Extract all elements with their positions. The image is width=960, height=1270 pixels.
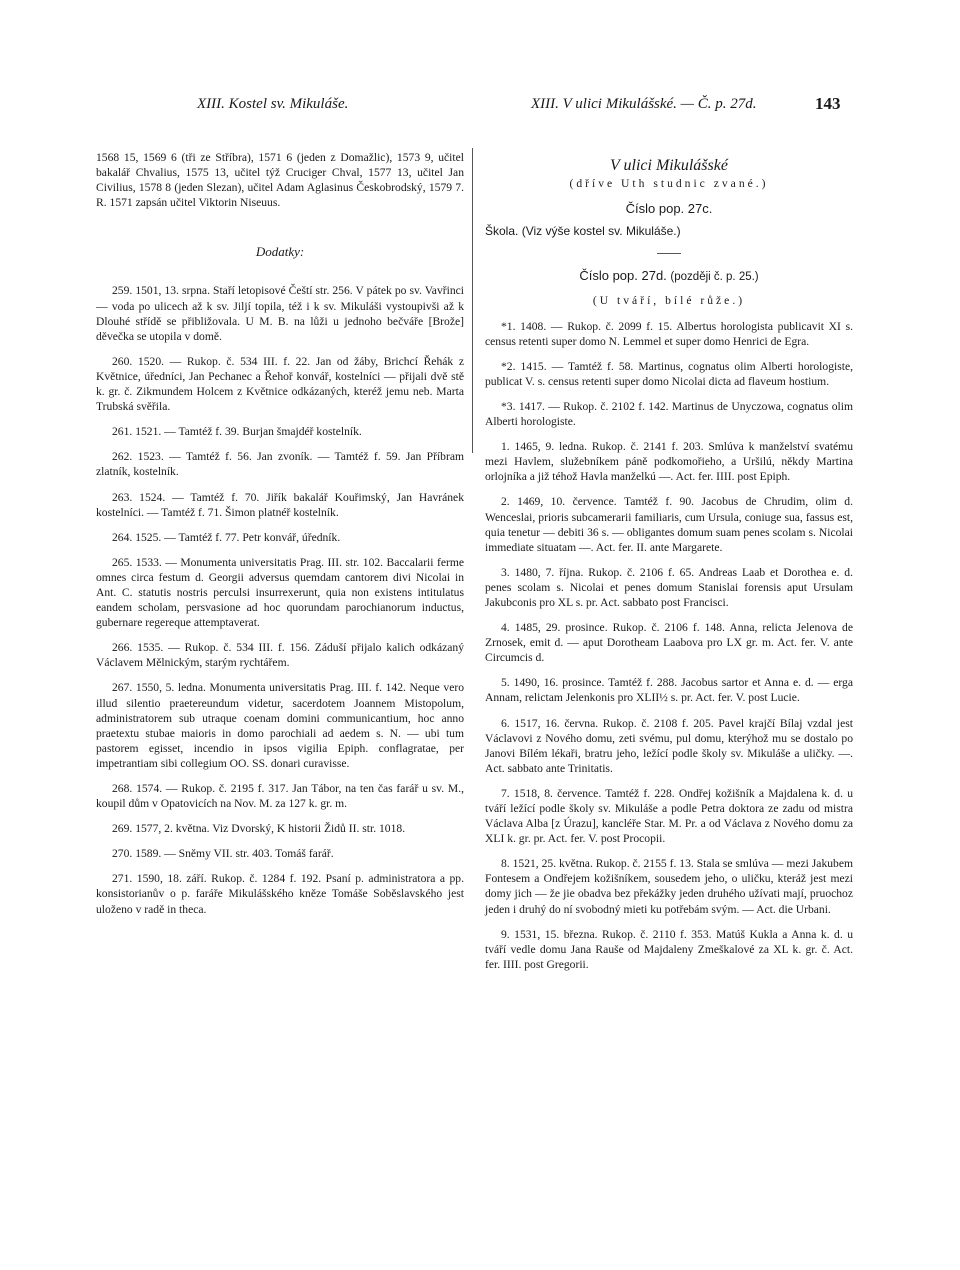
entry-5: 5. 1490, 16. prosince. Tamtéž f. 288. Jacobus sartor et Anna e. d. — erga Annam, relictam Jelenkonis pro XLII½ s. pr. Act. fer. V. post Lucie.: [485, 676, 853, 705]
entry-8: 8. 1521, 25. května. Rukop. č. 2155 f. 13. Stala se smlúva — mezi Jakubem Fontesem a Ondřejem kožišníkem, sousedem jeho, o uličku, kteráž jest mezi domy jich — že jie obadva bez překážky jeden druhého užívati mají, pruochoz jeden i druhý do ní svobodný mieti ku potřebám svým. — Act. die Urbani.: [485, 857, 853, 916]
entry-269: 269. 1577, 2. května. Viz Dvorský, K historii Židů II. str. 1018.: [112, 822, 406, 836]
entry-1: 1. 1465, 9. ledna. Rukop. č. 2141 f. 203. Smlúva k manželství svatému mezi Havlem, služebníkem páně podkomořieho, a Uršilú, někdy Martina orlojníka a již téhož Havla manželkú —. Act. fer. IIII. post Epiph.: [485, 440, 853, 484]
section-rule: [657, 253, 681, 254]
house-sign: (U tváří, bílé růže.): [592, 294, 746, 308]
header-right: XIII. V ulici Mikulášské. — Č. p. 27d.: [531, 96, 757, 112]
entry-9: 9. 1531, 15. března. Rukop. č. 2110 f. 353. Matúš Kukla a Anna k. d. u tváří vedle domu Jana Rauše od Majdaleny Zmeškalové za XL k. gr. č. Act. fer. IIII. post Gregorii.: [485, 927, 853, 971]
skola-label: Škola.: [485, 224, 519, 239]
entry-270: 270. 1589. — Sněmy VII. str. 403. Tomáš farář.: [112, 847, 334, 861]
entry-7: 7. 1518, 8. července. Tamtéž f. 228. Ondřej kožišník a Majdalena k. d. u tváří ležící podle školy sv. Mikuláše a podle Petra doktora ze zadu od mistra Václava Alba [z Úrazu], kancléře Star. M. Pr. a od Václava z Nového domu za XLI k. gr. pr. Act. fer. V. post Procopii.: [485, 786, 853, 846]
entry-6: 6. 1517, 16. června. Rukop. č. 2108 f. 205. Pavel krajčí Bílaj vzdal jest Václavovi z Nového domu, zeti svému, pul domu, kterýhož mu se dostalo po Janovi Bílém lékaři, bratru jeho, ležící podle školy sv. Mikuláše a uličky. —. Act. sabbato ante Trinitatis.: [485, 716, 853, 775]
house-number-27d: [485, 268, 853, 285]
header-left: XIII. Kostel sv. Mikuláše.: [197, 96, 349, 112]
house-number-27d-label: Číslo pop. 27d.: [579, 268, 667, 284]
entry-267: 267. 1550, 5. ledna. Monumenta universitatis Prag. III. f. 142. Neque vero illud silentio praetereundum videtur, sacerdotem Joannem Mistopolum, administratorem sub utraque coenam domini communicantium, hoc anno praetextu stubae maioris in domo parochiali ad aedem s. N. — ubi tum pastorem egisset, incendio in ipsos vigilia Epiph. conflagratae, per impetrantiam sibi collegium OO. SS. donari curavisse.: [96, 681, 464, 770]
street-subtitle: (dříve Uth studnic zvané.): [569, 177, 769, 191]
entry-266: 266. 1535. — Rukop. č. 534 III. f. 156. Záduší přijalo kalich odkázaný Václavem Mělnickým, starým rychtářem.: [96, 641, 464, 670]
skola-note: (Viz výše kostel sv. Mikuláše.): [521, 224, 681, 239]
running-header: [0, 96, 960, 120]
entry-star-3: *3. 1417. — Rukop. č. 2102 f. 142. Martinus de Unyczowa, cognatus olim Alberti horologiste.: [485, 399, 853, 429]
entry-3: 3. 1480, 7. října. Rukop. č. 2106 f. 65. Andreas Laab et Dorothea e. d. penes scolam s. Nicolai et penes domum Stanislai forensis aput Ursulam Jakubconis pro XL s. pr. Act. sabbato post Francisci.: [485, 565, 853, 609]
entry-259: 259. 1501, 13. srpna. Staří letopisové Čeští str. 256. V pátek po sv. Vavřinci — voda po ulicech až k sv. Jiljí topila, též i k sv. Mikuláši vystoupivši až k Dlouhé střídě se přibližovala. U M. B. na lůži u jednoho bečváře [Brože] děvečka se utopila v domě.: [96, 284, 464, 343]
entry-262: 262. 1523. — Tamtéž f. 56. Jan zvoník. — Tamtéž f. 59. Jan Příbram zlatník, kostelník.: [96, 450, 464, 479]
entry-261: 261. 1521. — Tamtéž f. 39. Burjan šmajdéř kostelník.: [112, 425, 362, 439]
skola-line: [485, 224, 853, 239]
house-number-27d-note: (později č. p. 25.): [670, 271, 759, 284]
street-title: V ulici Mikulášské: [610, 157, 728, 174]
entry-271: 271. 1590, 18. září. Rukop. č. 1284 f. 192. Psaní p. administratora a pp. konsistorianův o p. faráře Mikulášského kněze Tomáše Soběslavského jest uloženo v radě in theca.: [96, 872, 464, 916]
intro-paragraph: 1568 15, 1569 6 (tři ze Stříbra), 1571 6 (jeden z Domažlic), 1573 9, učitel bakalář Chvalius, 1575 13, učitel týž Cruciger Chval, 1577 13, učitel Jan Civilius, 1578 8 (jeden Slezan), učitel Adam Aglasinus Českobrodský, 1579 7. R. 1571 zapsán učitel Viktorin Niseuus.: [96, 151, 464, 210]
section-heading-dodatky: Dodatky:: [255, 244, 305, 260]
left-column: [96, 150, 464, 927]
entry-2: 2. 1469, 10. července. Tamtéž f. 90. Jacobus de Chrudim, olim d. Wenceslai, prioris subcamerarii familiaris, cum Ursula, coniuge sua, fassus est, quia tenetur — debiti 36 s. — obligantes domum suam penes scolam s. Nicolai immediate situatam —. Act. fer. II. ante Margarete.: [485, 495, 853, 554]
right-column: [485, 150, 853, 982]
entry-260: 260. 1520. — Rukop. č. 534 III. f. 22. Jan od žáby, Brichcí Řehák z Květnice, úředníci, Jan Pechanec a Řehoř konvář, kostelníci — přijali dvě stě k. gr. č. Zikmundem Holcem z Květnice odkázaných, kteréž jemu neb. Marta Trubská svěřila.: [96, 354, 464, 414]
page-number: 143: [815, 94, 841, 113]
entry-263: 263. 1524. — Tamtéž f. 70. Jiřík bakalář Kouřimský, Jan Havránek kostelníci. — Tamtéž f. 71. Šimon platnéř kostelník.: [96, 490, 464, 519]
entry-268: 268. 1574. — Rukop. č. 2195 f. 317. Jan Tábor, na ten čas farář u sv. M., koupil dům v Opatovicích na Nov. M. za 127 k. gr. m.: [96, 782, 464, 811]
entry-265: 265. 1533. — Monumenta universitatis Prag. III. str. 102. Baccalarii ferme omnes circa festum d. Georgii adversus quemdam cantorem divi Nicolai in Ant. C. statutis nostris perculsi insurrexerunt, quia non existens intitulatus eandem scholam, persvasione ad hoc quorundam parochianorum inductus, gubernare regereque attemptaverat.: [96, 555, 464, 630]
entry-star-2: *2. 1415. — Tamtéž f. 58. Martinus, cognatus olim Alberti horologiste, publicat V. s. census retenti super domo Nicolai dicta ad flaveum hostium.: [485, 359, 853, 388]
entry-264: 264. 1525. — Tamtéž f. 77. Petr konvář, úředník.: [112, 530, 341, 544]
house-number-27c: Číslo pop. 27c.: [625, 201, 713, 217]
entry-star-1: *1. 1408. — Rukop. č. 2099 f. 15. Albertus horologista publicavit XI s. census retenti super domo N. Lemmel et super domo Henrici de Egra.: [485, 319, 853, 348]
column-divider: [472, 148, 473, 453]
entry-4: 4. 1485, 29. prosince. Rukop. č. 2106 f. 148. Anna, relicta Jelenova de Zrnosek, emit d. — aput Dorotheam Laabova pro LX gr. m. Act. fer. V. ante Circumcis d.: [485, 621, 853, 665]
